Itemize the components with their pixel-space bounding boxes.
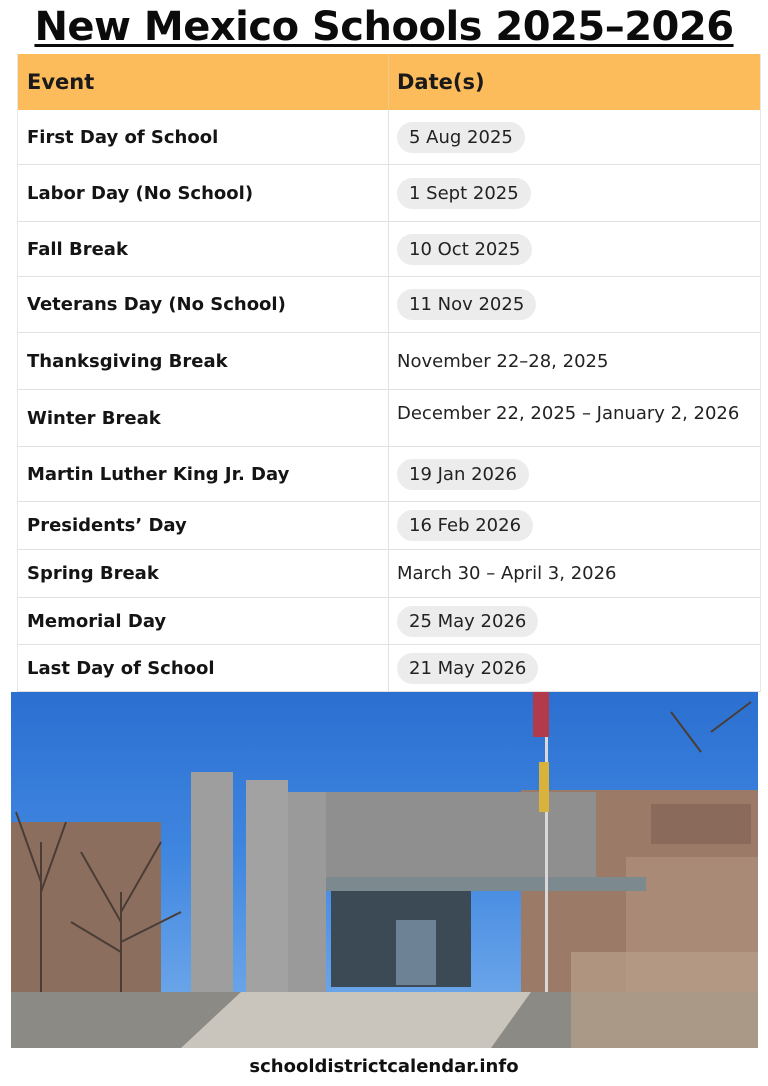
table-row [18,390,760,447]
event-label: Memorial Day [27,610,167,632]
event-cell [18,390,389,446]
building-illustration [11,692,758,1048]
date-cell [389,502,760,549]
table-row [18,502,760,550]
date-pill: 16 Feb 2026 [397,510,533,541]
date-cell [389,550,760,597]
event-cell [18,222,389,276]
date-cell [389,645,760,691]
date-cell [389,447,760,501]
date-cell [389,598,760,644]
event-cell [18,110,389,164]
table-header-row [18,54,760,110]
event-label: Fall Break [27,238,128,260]
school-building-photo [11,692,758,1048]
header-dates: Date(s) [397,70,485,94]
date-cell [389,165,760,221]
date-cell [389,390,760,446]
event-label: Last Day of School [27,657,215,679]
event-label: Winter Break [27,407,161,429]
event-label: Presidents’ Day [27,515,187,536]
event-label: Labor Day (No School) [27,182,254,204]
date-text: March 30 – April 3, 2026 [397,563,617,584]
table-row [18,550,760,598]
event-cell [18,165,389,221]
footer-website: schooldistrictcalendar.info [249,1056,519,1077]
event-cell [18,645,389,691]
date-pill: 10 Oct 2025 [397,234,532,265]
date-pill: 19 Jan 2026 [397,459,529,490]
event-label: Martin Luther King Jr. Day [27,463,290,485]
table-row [18,598,760,645]
date-text: December 22, 2025 – January 2, 2026 [397,403,740,424]
date-pill: 25 May 2026 [397,606,538,637]
date-cell [389,222,760,276]
date-pill: 21 May 2026 [397,653,538,684]
header-event: Event [18,54,389,110]
table-row [18,165,760,222]
event-cell [18,550,389,597]
event-label: Spring Break [27,563,159,584]
date-text: November 22–28, 2025 [397,350,609,372]
event-label: Thanksgiving Break [27,350,228,372]
table-row [18,645,760,692]
date-pill: 11 Nov 2025 [397,289,536,320]
date-cell [389,333,760,389]
table-row [18,447,760,502]
date-cell [389,277,760,332]
date-cell [389,110,760,164]
table-row [18,333,760,390]
table-row [18,222,760,277]
date-pill: 1 Sept 2025 [397,178,531,209]
event-label: First Day of School [27,126,219,148]
table-row [18,110,760,165]
table-row [18,277,760,333]
event-cell [18,502,389,549]
event-cell [18,447,389,501]
event-label: Veterans Day (No School) [27,294,286,315]
calendar-table [17,54,761,692]
event-cell [18,333,389,389]
event-cell [18,598,389,644]
event-cell [18,277,389,332]
page-title: New Mexico Schools 2025–2026 [34,4,734,50]
date-pill: 5 Aug 2025 [397,122,525,153]
